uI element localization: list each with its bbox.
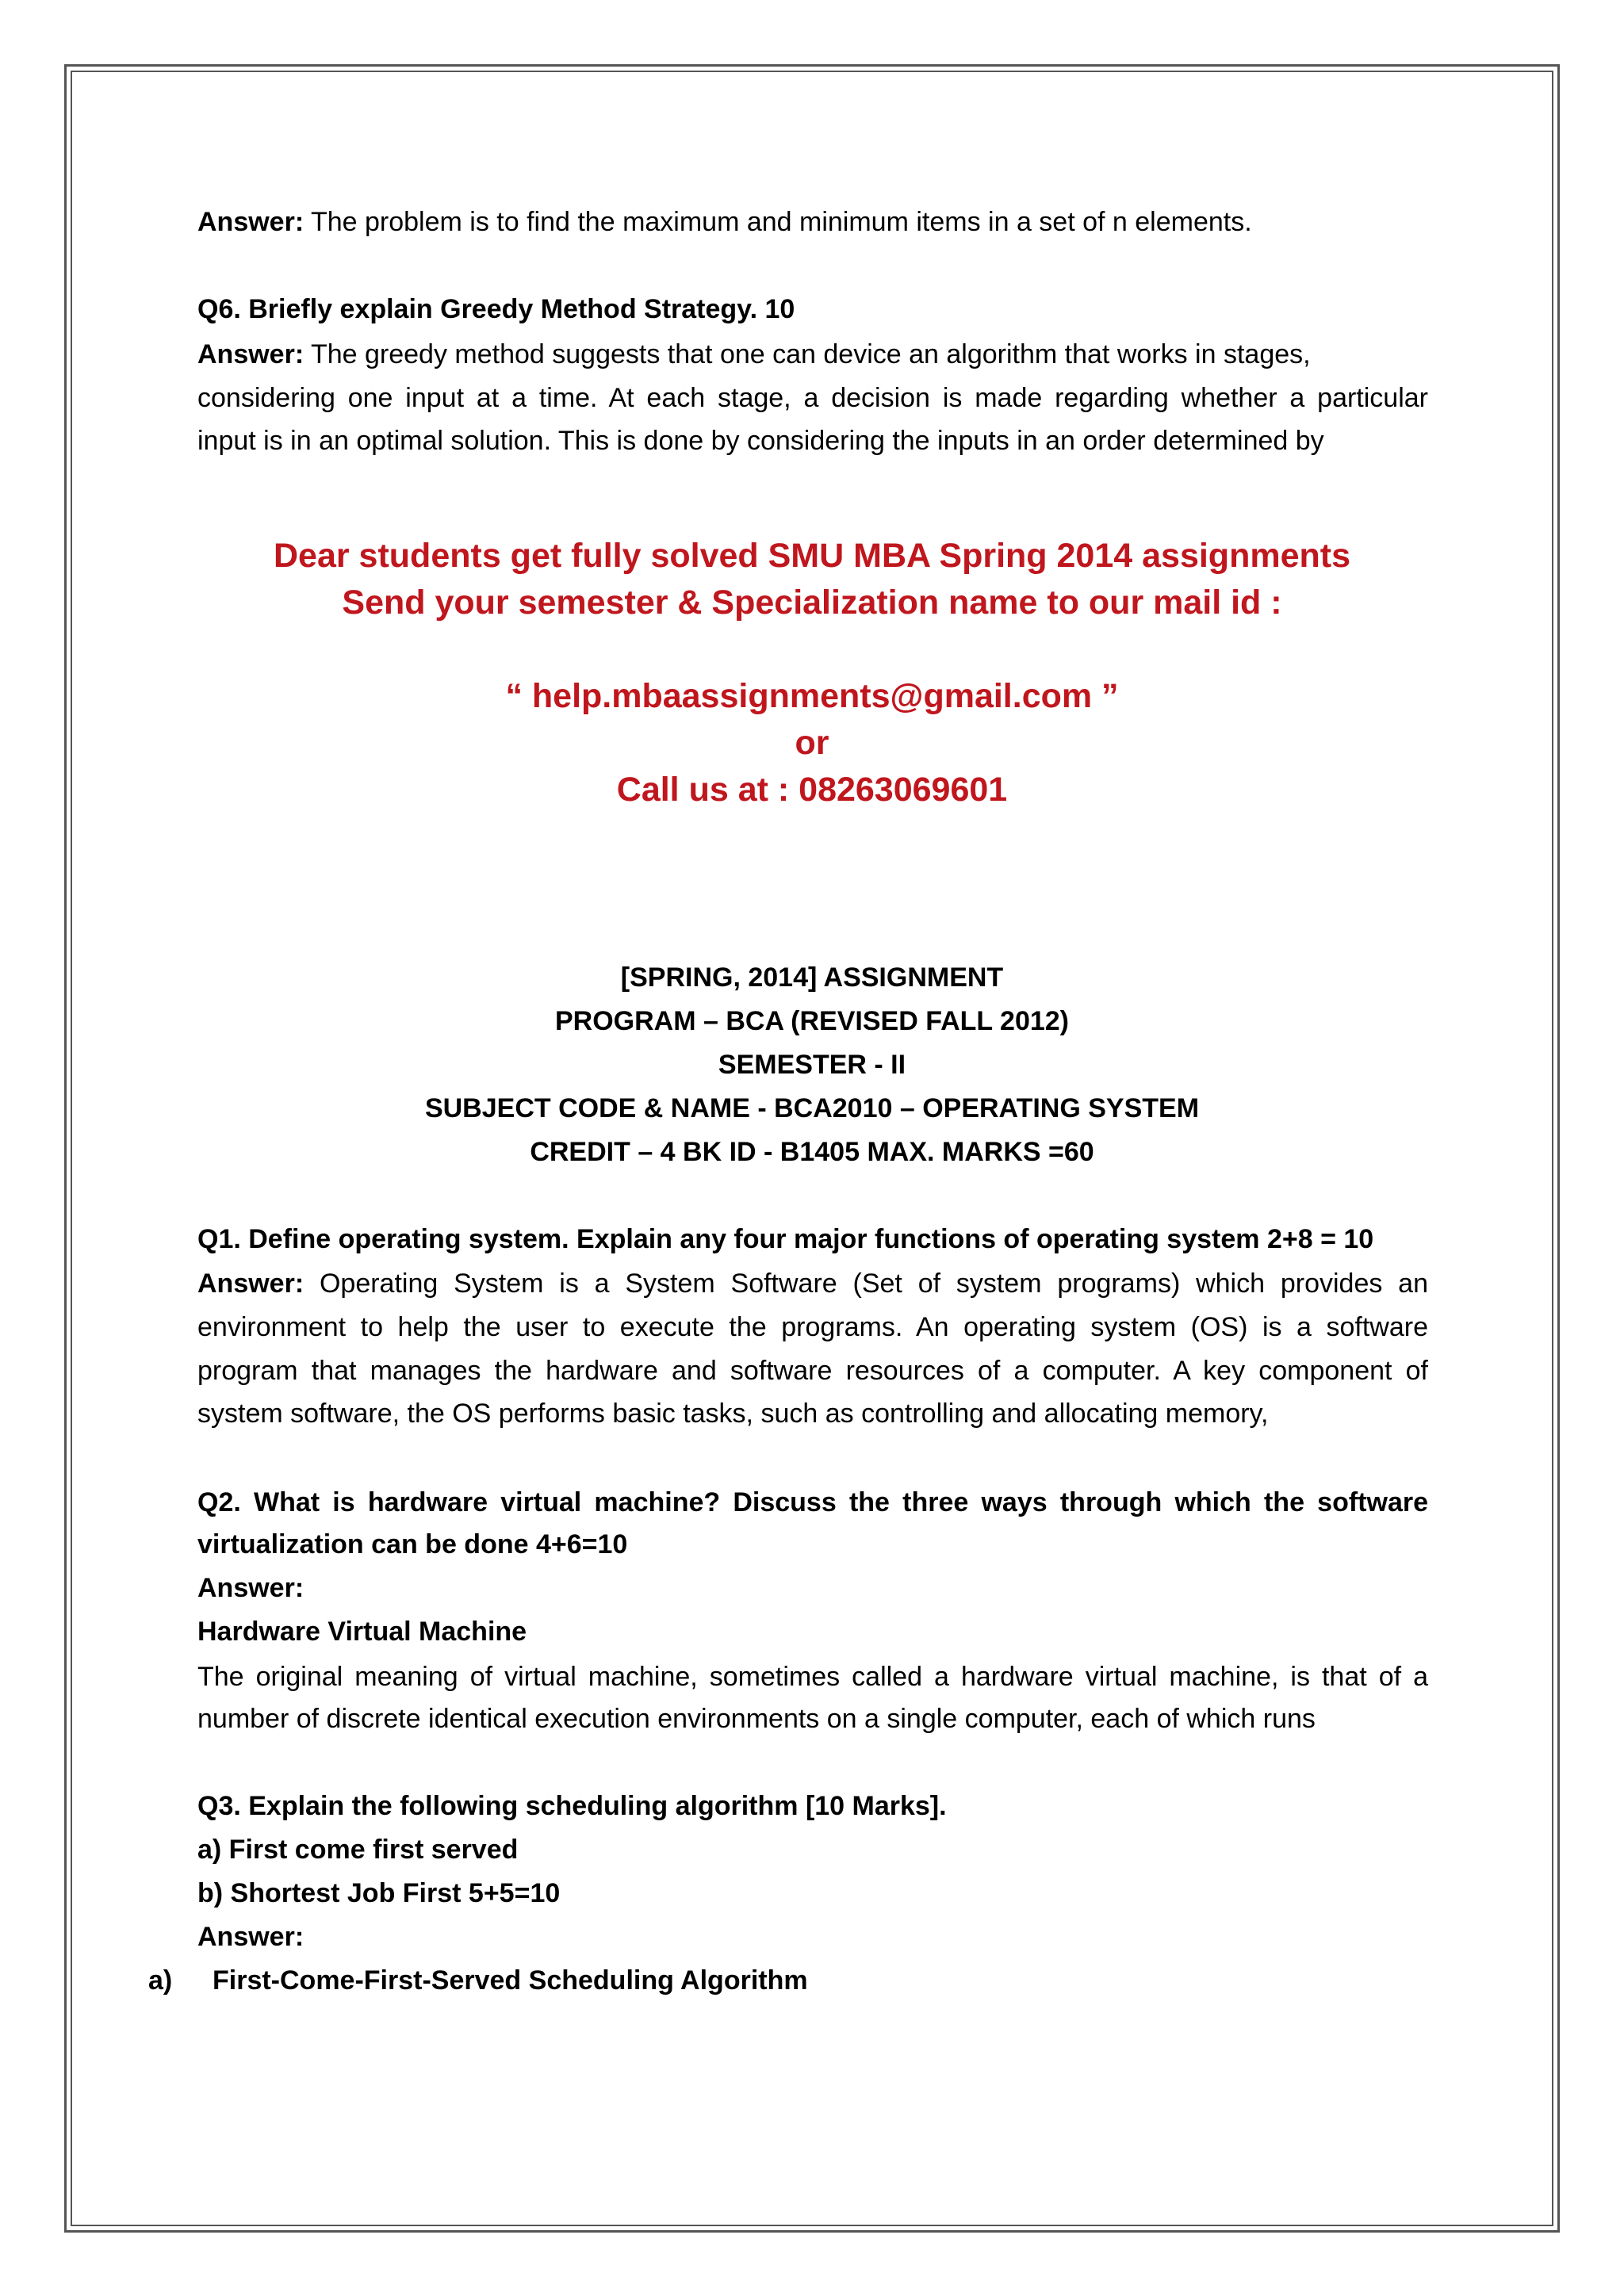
q3-answer-label: Answer:: [197, 1922, 304, 1952]
answer-text: The problem is to find the maximum and minimum items in a set of n elements.: [304, 207, 1252, 237]
assignment-header-line-1: [SPRING, 2014] ASSIGNMENT: [620, 962, 1004, 993]
q2-question-line-2: virtualization can be done 4+6=10: [197, 1529, 628, 1559]
assignment-header-line-4: SUBJECT CODE & NAME - BCA2010 – OPERATING SYSTEM: [424, 1093, 1200, 1123]
promo-email[interactable]: “ help.mbaassignments@gmail.com ”: [505, 677, 1119, 715]
assignment-header-line-3: SEMESTER - II: [718, 1050, 906, 1080]
q3-list-heading: First-Come-First-Served Scheduling Algorithm: [213, 1965, 808, 1996]
answer-text: The greedy method suggests that one can device an algorithm that works in stages,: [304, 339, 1311, 369]
promo-phone: Call us at : 08263069601: [616, 771, 1008, 809]
q3-item-a: a) First come first served: [197, 1835, 519, 1865]
q3-list-marker: a): [148, 1965, 173, 1996]
answer-label: Answer:: [197, 339, 304, 369]
q2-question-line-1: Q2. What is hardware virtual machine? Discuss the three ways through which the software: [197, 1487, 1428, 1517]
promo-line-1: Dear students get fully solved SMU MBA Spring 2014 assignments: [273, 537, 1350, 575]
q6-question: Q6. Briefly explain Greedy Method Strategy. 10: [197, 294, 795, 324]
q1-answer-line-1: [197, 1262, 1428, 1306]
q2-answer-line-2: number of discrete identical execution environments on a single computer, each of which runs: [197, 1704, 1316, 1734]
q1-answer-line-3: program that manages the hardware and software resources of a computer. A key component of: [197, 1356, 1428, 1386]
q3-question: Q3. Explain the following scheduling algorithm [10 Marks].: [197, 1791, 947, 1821]
q2-answer-line-1: The original meaning of virtual machine, sometimes called a hardware virtual machine, is that of a: [197, 1662, 1428, 1692]
q6-answer-line-2: considering one input at a time. At each stage, a decision is made regarding whether a particular: [197, 383, 1428, 413]
assignment-header-line-5: CREDIT – 4 BK ID - B1405 MAX. MARKS =60: [530, 1137, 1094, 1167]
answer-label: Answer:: [197, 1269, 304, 1299]
q1-answer-line-4: system software, the OS performs basic tasks, such as controlling and allocating memory,: [197, 1399, 1269, 1429]
answer-text: Operating System is a System Software (Set of system programs) which provides an: [304, 1269, 1428, 1299]
top-answer: [197, 206, 1252, 238]
q6-answer-line-1: [197, 333, 1428, 377]
q3-item-b: b) Shortest Job First 5+5=10: [197, 1878, 561, 1908]
assignment-header-line-2: PROGRAM – BCA (REVISED FALL 2012): [554, 1006, 1069, 1036]
q1-question: Q1. Define operating system. Explain any four major functions of operating system 2+8 = 10: [197, 1224, 1374, 1254]
q1-answer-line-2: environment to help the user to execute the programs. An operating system (OS) is a software: [197, 1312, 1428, 1342]
q2-answer-label: Answer:: [197, 1573, 304, 1603]
q2-subheading: Hardware Virtual Machine: [197, 1617, 527, 1647]
q6-answer-line-3: input is in an optimal solution. This is done by considering the inputs in an order determined by: [197, 426, 1324, 456]
promo-or: or: [795, 724, 829, 762]
promo-line-2: Send your semester & Specialization name to our mail id :: [342, 584, 1282, 622]
answer-label: Answer:: [197, 207, 304, 237]
